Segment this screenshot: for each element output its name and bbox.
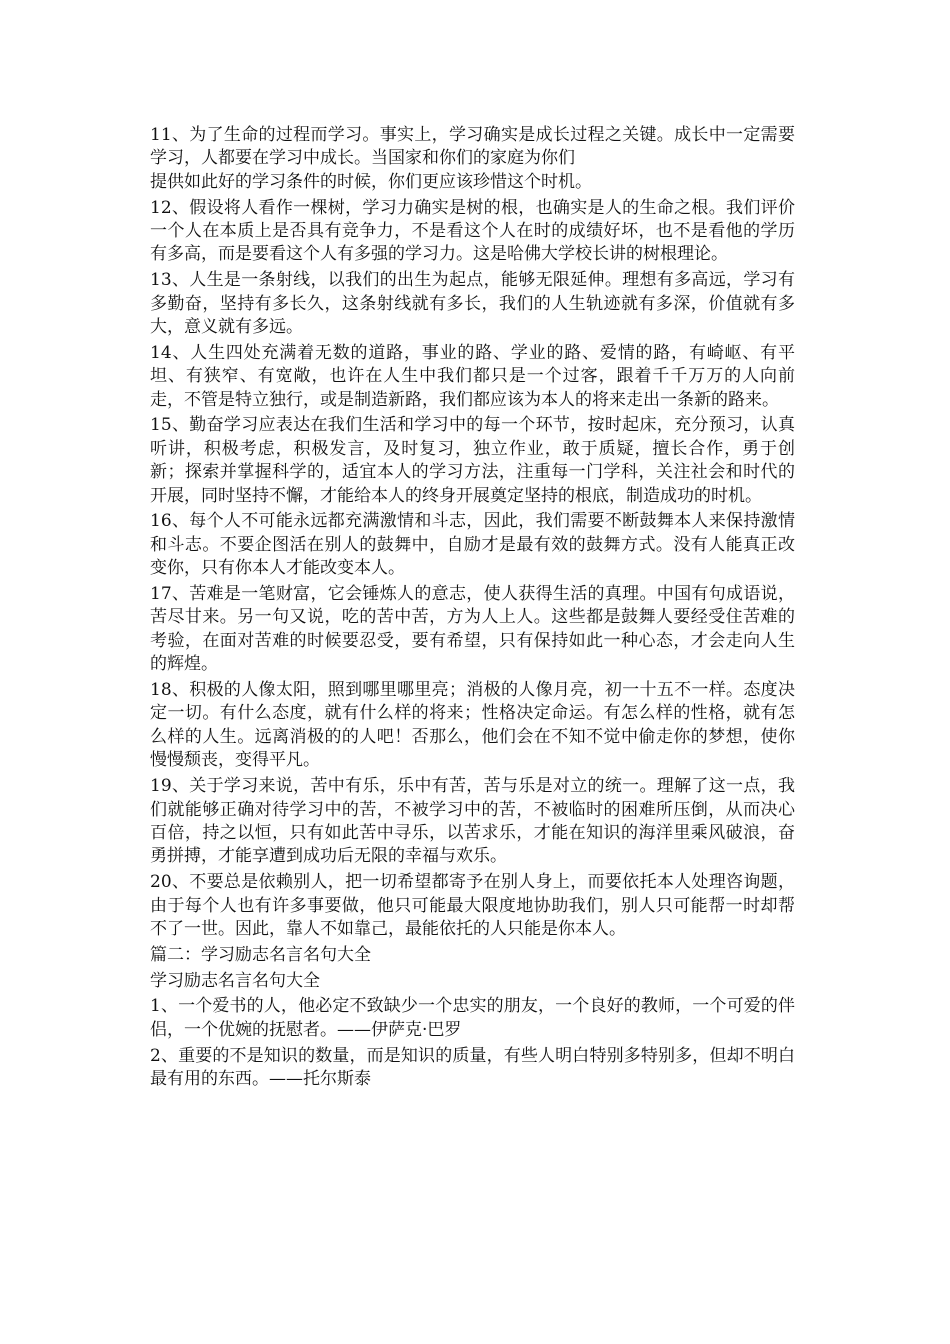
quote-item-2: 2、重要的不是知识的数量，而是知识的质量，有些人明白特别多特别多，但却不明白最有用的东西。——托尔斯泰 [150, 1045, 795, 1089]
document-body [150, 124, 795, 1094]
paragraph-item-12: 12、假设将人看作一棵树，学习力确实是树的根，也确实是人的生命之根。我们评价一个人在本质上是否具有竞争力，不是看这个人在时的成绩好坏，也不是看他的学历有多高，而是要看这个人有多强的学习力。这是哈佛大学校长讲的树根理论。 [150, 197, 795, 265]
paragraph-item-17: 17、苦难是一笔财富，它会锤炼人的意志，使人获得生活的真理。中国有句成语说，苦尽甘来。另一句又说，吃的苦中苦，方为人上人。这些都是鼓舞人要经受住苦难的考验，在面对苦难的时候要忍受，要有希望，只有保持如此一种心态，才会走向人生的辉煌。 [150, 584, 795, 675]
paragraph-item-16: 16、每个人不可能永远都充满激情和斗志，因此，我们需要不断鼓舞本人来保持激情和斗志。不要企图活在别人的鼓舞中，自励才是最有效的鼓舞方式。没有人能真正改变你，只有你本人才能改变本人。 [150, 511, 795, 579]
paragraph-item-11: 11、为了生命的过程而学习。事实上，学习确实是成长过程之关键。成长中一定需要学习，人都要在学习中成长。当国家和你们的家庭为你们 [150, 125, 795, 169]
paragraph-item-13: 13、人生是一条射线，以我们的出生为起点，能够无限延伸。理想有多高远，学习有多勤奋，坚持有多长久，这条射线就有多长，我们的人生轨迹就有多深，价值就有多大，意义就有多远。 [150, 270, 795, 338]
paragraph-item-19: 19、关于学习来说，苦中有乐，乐中有苦，苦与乐是对立的统一。理解了这一点，我们就能够正确对待学习中的苦，不被学习中的苦，不被临时的困难所压倒，从而决心百倍，持之以恒，只有如此苦中寻乐，以苦求乐，才能在知识的海洋里乘风破浪，奋勇拼搏，才能享遭到成功后无限的幸福与欢乐。 [150, 776, 795, 867]
section-title: 学习励志名言名句大全 [150, 970, 320, 991]
paragraph-item-14: 14、人生四处充满着无数的道路，事业的路、学业的路、爱情的路，有崎岖、有平坦、有狭窄、有宽敞，也许在人生中我们都只是一个过客，跟着千千万万的人向前走，不管是特立独行，或是制造新路，我们都应该为本人的将来走出一条新的路来。 [150, 342, 795, 410]
paragraph-item-18: 18、积极的人像太阳，照到哪里哪里亮；消极的人像月亮，初一十五不一样。态度决定一切。有什么态度，就有什么样的将来；性格决定命运。有怎么样的性格，就有怎么样的人生。远离消极的的人吧！否那么，他们会在不知不觉中偷走你的梦想，使你慢慢颓丧，变得平凡。 [150, 680, 795, 771]
section-heading: 篇二：学习励志名言名句大全 [150, 944, 371, 965]
paragraph-item-11-continued: 提供如此好的学习条件的时候，你们更应该珍惜这个时机。 [150, 171, 592, 192]
paragraph-item-20: 20、不要总是依赖别人，把一切希望都寄予在别人身上，而要依托本人处理咨询题，由于每个人也有许多事要做，他只可能最大限度地协助我们，别人只可能帮一时却帮不了一世。因此，靠人不如靠己，最能依托的人只能是你本人。 [150, 872, 795, 939]
paragraph-item-15: 15、勤奋学习应表达在我们生活和学习中的每一个环节，按时起床，充分预习，认真听讲，积极考虑，积极发言，及时复习，独立作业，敢于质疑，擅长合作，勇于创新；探索并掌握科学的，适宜本人的学习方法，注重每一门学科，关注社会和时代的开展，同时坚持不懈，才能给本人的终身开展奠定坚持的根底，制造成功的时机。 [150, 415, 795, 506]
quote-item-1: 1、一个爱书的人，他必定不致缺少一个忠实的朋友，一个良好的教师，一个可爱的伴侣，一个优婉的抚慰者。——伊萨克·巴罗 [150, 996, 795, 1040]
